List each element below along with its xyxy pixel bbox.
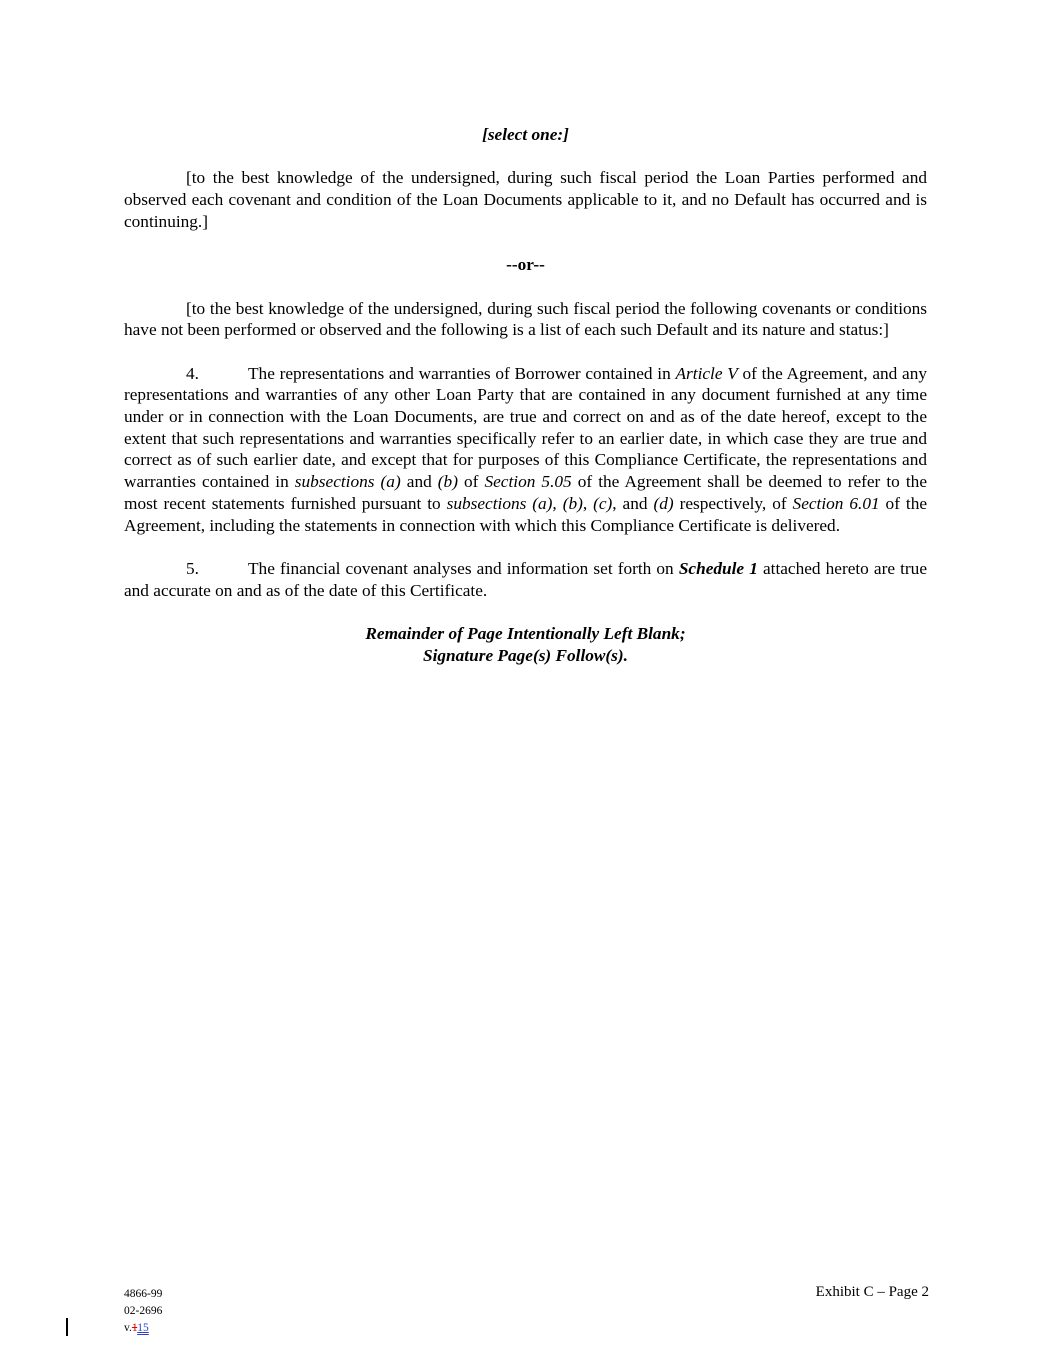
text: , and	[612, 493, 654, 513]
text: ,	[582, 493, 594, 513]
schedule-ref: Schedule 1	[678, 558, 758, 578]
ref: (b)	[437, 472, 458, 492]
closing-line-2: Signature Page(s) Follow(s).	[423, 645, 628, 665]
doc-id-1: 4866-99	[124, 1288, 163, 1300]
change-bar	[66, 1318, 68, 1336]
version	[124, 1320, 162, 1337]
ref: (d)	[653, 493, 674, 513]
closing-line-1: Remainder of Page Intentionally Left Blank;	[365, 624, 686, 644]
option-2-paragraph: [to the best knowledge of the undersigned, during such fiscal period the following covenants or conditions have not been performed or observed and the following is a list of each such Default and its nature and status:]	[124, 298, 927, 340]
text: respectively, of	[673, 493, 793, 513]
version-prefix: v.	[124, 1322, 132, 1334]
text: of the Agreement shall be deemed to refer to the most recent statements furnished pursuant to	[124, 472, 927, 513]
select-one-heading: [select one:]	[482, 125, 569, 144]
paragraph-number: 4.	[186, 363, 199, 383]
paragraph-5	[124, 558, 927, 601]
closing-note	[124, 623, 927, 666]
ref: Section 6.01	[792, 493, 880, 513]
ref: Article V	[675, 363, 738, 383]
text: of	[457, 472, 485, 492]
text: of the Agreement, and any representations and warranties of any other Loan Party that are contained in any document furnished at any time under or in connection with the Loan Documents, are true and correct on and as of the date hereof, except to the extent that such representations and warranties specifically refer to an earlier date, in which case they are true and correct as of such earlier date, and except that for purposes of this Compliance Certificate, the representations and warranties contained in	[124, 363, 927, 492]
footer-doc-id	[124, 1286, 162, 1337]
text: attached hereto are true and accurate on and as of the date of this Certificate.	[124, 558, 927, 600]
or-separator: --or--	[506, 255, 545, 275]
ref: (c)	[593, 493, 613, 513]
text: and	[400, 472, 438, 492]
text: of the Agreement, including the statements in connection with which this Compliance Certificate is delivered.	[124, 493, 928, 535]
option-1-paragraph: [to the best knowledge of the undersigned, during such fiscal period the Loan Parties performed and observed each covenant and condition of the Loan Documents applicable to it, and no Default has occurred and is continuing.]	[124, 168, 927, 231]
version-deleted: 1	[131, 1322, 138, 1334]
ref: subsections (a)	[294, 472, 401, 492]
paragraph-4	[124, 363, 927, 537]
ref: Section 5.05	[484, 472, 572, 492]
ref: subsections (a), (b)	[446, 493, 583, 513]
text: The representations and warranties of Borrower contained in	[248, 363, 676, 383]
doc-id-2: 02-2696	[124, 1305, 163, 1317]
text: The financial covenant analyses and information set forth on	[248, 558, 679, 578]
document-body	[124, 124, 927, 666]
paragraph-number: 5.	[186, 558, 199, 578]
version-inserted: 15	[137, 1322, 149, 1334]
page-label: Exhibit C – Page 2	[815, 1284, 929, 1300]
